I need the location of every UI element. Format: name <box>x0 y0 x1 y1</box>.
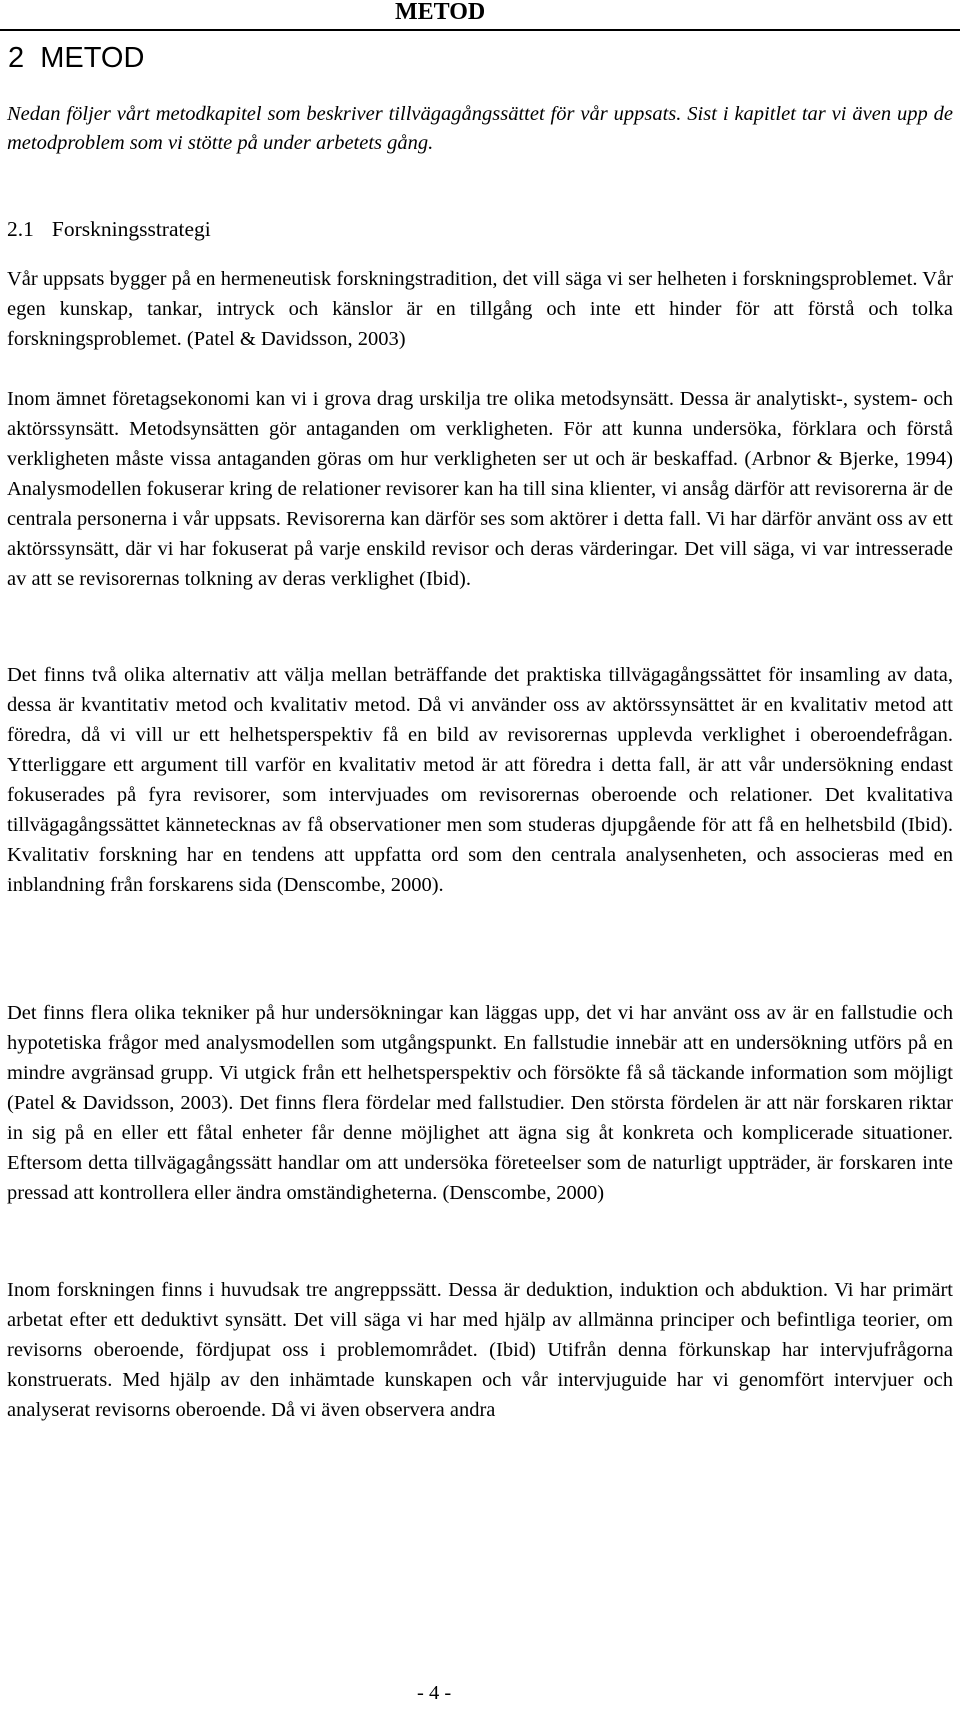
section-number: 2.1 <box>7 217 34 241</box>
chapter-title: 2 METOD <box>8 42 145 74</box>
chapter-intro: Nedan följer vårt metodkapitel som beskriver tillvägagångssättet för vår uppsats. Sist i kapitlet tar vi även upp de metodproblem som vi stötte på under arbetets gång. <box>7 103 953 154</box>
header-divider <box>0 29 960 31</box>
section-title-text: Forskningsstrategi <box>51 217 211 241</box>
section-heading <box>7 214 211 244</box>
paragraph-deduction: Inom forskningen finns i huvudsak tre angreppssätt. Dessa är deduktion, induktion och abduktion. Vi har primärt arbetat efter ett deduktivt synsätt. Det vill säga vi har med hjälp av allmänna principer och befintliga teorier, om revisorns oberoende, fördjupat oss i problemområdet. (Ibid) Utifrån denna förkunskap har intervjufrågorna konstruerats. Med hjälp av den inhämtade kunskapen och vår intervjuguide har vi genomfört intervjuer och analyserat revisorns oberoende. Då vi även observera andra <box>7 1279 953 1421</box>
paragraph-case-study: Det finns flera olika tekniker på hur undersökningar kan läggas upp, det vi har använt oss av är en fallstudie och hypotetiska frågor med analysmodellen som utgångspunkt. En fallstudie innebär att en undersökning utförs på en mindre avgränsad grupp. Vi utgick från ett helhetsperspektiv och försökte få så täckande information som möjligt (Patel & Davidsson, 2003). Det finns flera fördelar med fallstudier. Den största fördelen är att när forskaren riktar in sig på en eller ett fåtal enheter får denne möjlighet att ägna sig åt konkreta och komplicerade situationer. Eftersom detta tillvägagångssätt handlar om att undersöka företeelser som de naturligt uppträder, är forskaren inte pressad att kontrollera eller ändra omständigheterna. (Denscombe, 2000) <box>7 1002 953 1204</box>
paragraph-qualitative-method: Det finns två olika alternativ att välja mellan beträffande det praktiska tillvägagångssättet för insamling av data, dessa är kvantitativ metod och kvalitativ metod. Då vi använder oss av aktörssynsättet är en kvalitativ metod att föredra, då vi vill ur ett helhetsperspektiv få en bild av revisorernas upplevda verklighet i oberoendefrågan. Ytterliggare ett argument till varför en kvalitativ metod är att föredra i detta fall, är att vår undersökning endast fokuserades på fyra revisorer, som intervjuades om revisorernas oberoende och relationer. Det kvalitativa tillvägagångssättet kännetecknas av få observationer men som studeras djupgående för att få en helhetsbild (Ibid). Kvalitativ forskning har en tendens att uppfatta ord som den centrala analysenheten, och associeras med en inblandning från forskarens sida (Denscombe, 2000). <box>7 664 953 896</box>
paragraph-method-approaches: Inom ämnet företagsekonomi kan vi i grova drag urskilja tre olika metodsynsätt. Dessa är analytiskt-, system- och aktörssynsätt. Metodsynsätten gör antaganden om verkligheten. För att kunna undersöka, förklara och förstå verkligheten måste vissa antaganden göras om hur verkligheten ser ut och är beskaffad. (Arbnor & Bjerke, 1994) Analysmodellen fokuserar kring de relationer revisorer kan ha till sina klienter, vi ansåg därför att revisorerna är de centrala personerna i vår uppsats. Revisorerna kan därför ses som aktörer i detta fall. Vi har därför använt oss av ett aktörssynsätt, där vi har fokuserat på varje enskild revisor och deras värderingar. Det vill säga, vi var intresserade av att se revisorernas tolkning av deras verklighet (Ibid). <box>7 388 953 590</box>
paragraph-research-tradition: Vår uppsats bygger på en hermeneutisk forskningstradition, det vill säga vi ser helheten i forskningsproblemet. Vår egen kunskap, tankar, intryck och känslor är en tillgång och inte ett hinder för att förstå och tolka forskningsproblemet. (Patel & Davidsson, 2003) <box>7 268 953 350</box>
page-number: - 4 - <box>417 1682 452 1704</box>
running-header: METOD <box>395 0 486 25</box>
